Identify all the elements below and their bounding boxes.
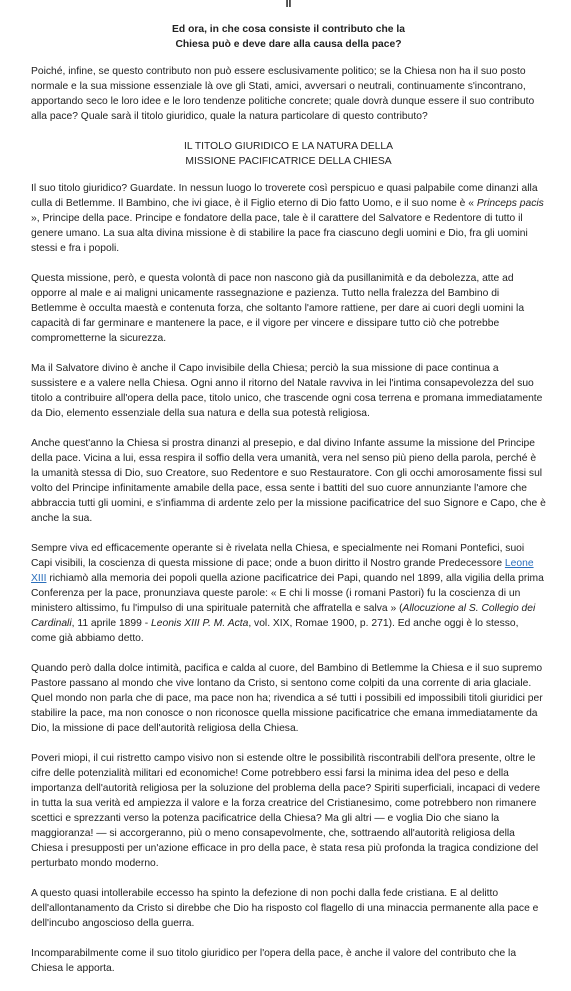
paragraph-5-italic-2: Leonis XIII P. M. Acta (151, 618, 249, 629)
paragraph-5-text-a: Sempre viva ed efficacemente operante si è rivelata nella Chiesa, e specialmente nei Romani Pontefici, suoi Capi visibili, la coscienza di questa missione di pace; onde a buon diritto il Nostro grande Predecessore (31, 543, 525, 569)
paragraph-5-text-b: richiamò alla memoria dei popoli quella azione pacificatrice dei Papi, quando nel 1899, alla vigilia della prima Conferenza per la pace, pronunziava queste parole: « E chi li mosse (i romani Pastori) fu la coscienza di un ministero altissimo, fu l'impulso di una spirituale paternità che affratella e salva » ( (31, 573, 544, 614)
paragraph-1-text-b: », Principe della pace. Principe e fondatore della pace, tale è il carattere del Salvatore e Redentore di tutto il genere umano. La sua alta divina missione è di stabilire la pace fra ciascuno degli uomini e Dio, fra gli uomini stessi e fra i popoli. (31, 213, 528, 254)
paragraph-1-text-a: Il suo titolo giuridico? Guardate. In nessun luogo lo troverete così perspicuo e quasi palpabile come dinanzi alla culla di Betlemme. Il Bambino, che ivi giace, è il Figlio eterno di Dio fatto Uomo, e il suo nome è « (31, 183, 538, 209)
section-number: II (285, 0, 292, 10)
section-heading-line-1: IL TITOLO GIURIDICO E LA NATURA DELLA (183, 141, 394, 152)
paragraph-1-italic: Princeps pacis (476, 198, 544, 209)
paragraph-2: Questa missione, però, e questa volontà di pace non nascono già da pusillanimità e da debolezza, atte ad opporre al male e ai maligni unicamente rassegnazione e pazienza. Tutto nella fralezza del Bambino di Betlemme è occulta maestà e contenuta forza, che soltanto l'amore rattiene, per dare ai cuori degli uomini la capacità di far germinare e mantenere la pace, e il vigore per vincere e dissipare tutto ciò che potrebbe comprometterne la sicurezza. (31, 273, 525, 344)
paragraph-5-text-c: , 11 aprile 1899 - (71, 618, 152, 629)
paragraph-5-italic-1: Allocuzione al S. Collegio dei Cardinali (31, 603, 536, 629)
section-heading-line-2: MISSIONE PACIFICATRICE DELLA CHIESA (185, 156, 392, 167)
document-page (31, 0, 546, 991)
paragraph-3: Ma il Salvatore divino è anche il Capo invisibile della Chiesa; perciò la sua missione di pace continua a sussistere e a valere nella Chiesa. Ogni anno il ritorno del Natale ravviva in lei l'intima consapevolezza del suo titolo a contribuire all'opera della pace, titolo unico, che trascende ogni cosa terrena e promana immediatamente da Dio, elemento essenziale della sua natura e della sua potestà religiosa. (31, 363, 543, 419)
paragraph-4: Anche quest'anno la Chiesa si prostra dinanzi al presepio, e dal divino Infante assume la missione del Principe della pace. Vicina a lui, essa respira il soffio della vera umanità, vera nel senso più pieno della parola, perché è la umanità stessa di Dio, suo Creatore, suo Redentore e suo Restauratore. Con gli occhi amorosamente fissi sul volto del Principe infinitamente amabile della pace, essa sente i battiti del suo cuore annunziante l'amore che abbraccia tutti gli uomini, e s'infiamma di ardente zelo per la missione pacificatrice del suo Signore e Capo, che è anche la sua. (31, 438, 546, 524)
paragraph-1 (31, 181, 546, 256)
leone-xiii-link[interactable]: Leone XIII (31, 558, 534, 584)
intro-paragraph: Poiché, infine, se questo contributo non può essere esclusivamente politico; se la Chiesa non ha il suo posto normale e la sua missione essenziale là ove gli Stati, amici, avversari o neutrali, continuamente s'incontrano, apportando seco le loro idee e le loro tendenze politiche concrete; quale dovrà dunque essere il suo contributo alla pace? Quale sarà il titolo giuridico, quale la natura particolare di questo contributo? (31, 66, 535, 122)
title-line-2: Chiesa può e deve dare alla causa della pace? (175, 39, 402, 50)
paragraph-5 (31, 541, 546, 646)
paragraph-6: Quando però dalla dolce intimità, pacifica e calda al cuore, del Bambino di Betlemme la Chiesa e il suo supremo Pastore passano al mondo che vive lontano da Cristo, si sentono come colpiti da una corrente di aria glaciale. Quel mondo non parla che di pace, ma pace non ha; rivendica a sé tutti i possibili ed impossibili titoli giuridici per stabilire la pace, ma non conosce o non riconosce quella missione pacificatrice che emana immediatamente da Dio, la missione di pace dell'autorità religiosa della Chiesa. (31, 663, 543, 734)
paragraph-9: Incomparabilmente come il suo titolo giuridico per l'opera della pace, è anche il valore del contributo che la Chiesa le apporta. (31, 948, 517, 974)
document-title (31, 22, 546, 52)
paragraph-7: Poveri miopi, il cui ristretto campo visivo non si estende oltre le possibilità riscontrabili dell'ora presente, oltre le cifre delle potenzialità militari ed economiche! Come potrebbero essi farsi la minima idea del peso e della importanza dell'autorità religiosa per la soluzione del problema della pace? Spiriti superficiali, incapaci di vedere in tutta la sua verità ed ampiezza il valore e la forza creatrice del Cristianesimo, come potrebbero non rimanere scettici e sprezzanti verso la potenza pacificatrice della Chiesa? Ma gli altri — e voglia Dio che siano la maggioranza! — si accorgeranno, più o meno consapevolmente, che, sottraendo all'autorità religiosa della Chiesa i presupposti per un'azione efficace in pro della pace, è stata resa più profonda la tragica condizione del perturbato mondo moderno. (31, 753, 541, 869)
paragraph-8: A questo quasi intollerabile eccesso ha spinto la defezione di non pochi dalla fede cristiana. E al delitto dell'allontanamento da Cristo si direbbe che Dio ha risposto col flagello di una minaccia permanente alla pace e dell'incubo angoscioso della guerra. (31, 888, 539, 929)
section-heading (31, 139, 546, 169)
title-line-1: Ed ora, in che cosa consiste il contributo che la (172, 24, 405, 35)
paragraph-5-text-d: , vol. XIX, Romae 1900, p. 271). Ed anche oggi è lo stesso, come già abbiamo detto. (31, 618, 519, 644)
